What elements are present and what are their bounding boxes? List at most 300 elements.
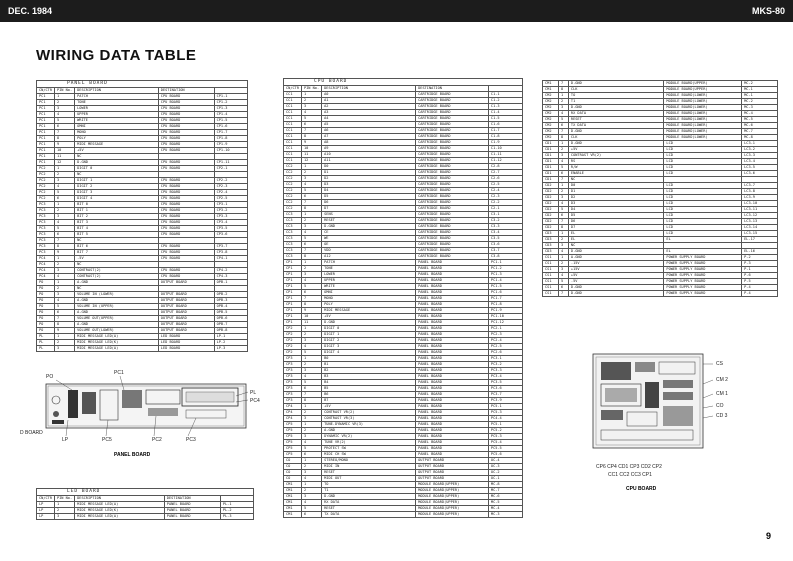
table-cell: CLK xyxy=(568,135,663,141)
table-cell: C1-1 xyxy=(488,92,522,98)
table-cell: LP xyxy=(37,508,55,514)
table-cell: 3 xyxy=(54,106,74,112)
table-cell: PC3-2 xyxy=(488,362,522,368)
table-cell: MODULE BOARD(LOWER) xyxy=(664,99,742,105)
table-cell: MODULE BOARD(LOWER) xyxy=(664,117,742,123)
table-cell: POWER SUPPLY BOARD xyxy=(664,273,742,279)
table-cell: 2 xyxy=(54,286,74,292)
table-cell: 5 xyxy=(54,118,74,124)
table-cell: ENABLE xyxy=(568,171,663,177)
table-cell: A.GND xyxy=(75,298,159,304)
table-cell: D.GND xyxy=(568,249,663,255)
table-cell: LP-2 xyxy=(214,340,247,346)
table-cell: LC3-6 xyxy=(742,171,778,177)
table-cell: CP5 xyxy=(284,446,302,452)
table-cell: C3-3 xyxy=(488,224,522,230)
table-cell: SENS xyxy=(322,212,416,218)
table-cell: MC-6 xyxy=(742,123,778,129)
table-cell: CPU BOARD xyxy=(158,250,214,256)
table-cell: -5V xyxy=(568,279,663,285)
table-cell: PC1 xyxy=(37,112,55,118)
table-cell: CD2 xyxy=(543,201,559,207)
table-cell: CARTRIDGE BOARD xyxy=(416,164,489,170)
label-cm1: CM 1 xyxy=(716,391,728,397)
table-cell: CP4-2 xyxy=(214,268,247,274)
table-cell: -15V xyxy=(568,261,663,267)
table-cell: P-1 xyxy=(742,267,778,273)
table-cell: CM1 xyxy=(543,87,559,93)
table-cell: 9 xyxy=(54,328,74,334)
table-cell: CP2 xyxy=(284,326,302,332)
col-description: DESCRIPTION xyxy=(322,86,416,92)
table-cell: NC xyxy=(75,262,159,268)
table-cell: CONTRAST VR(2) xyxy=(568,153,663,159)
table-cell: PC2 xyxy=(37,178,55,184)
table-cell: CARTRIDGE BOARD xyxy=(416,134,489,140)
table-cell: 8 xyxy=(301,302,321,308)
table-cell: CP3 xyxy=(284,398,302,404)
table-cell: CP3 xyxy=(284,392,302,398)
table-cell: WE xyxy=(322,236,416,242)
table-cell: C1-7 xyxy=(488,128,522,134)
table-cell: PANEL BOARD xyxy=(416,266,489,272)
table-cell: D.GND xyxy=(568,285,663,291)
table-cell: PC4 xyxy=(37,262,55,268)
table-cell: OUTPUT BOARD xyxy=(158,316,214,322)
table-cell: CP3-4 xyxy=(214,220,247,226)
table-cell: PC3 xyxy=(37,202,55,208)
table-cell: OUTPUT BOARD xyxy=(158,280,214,286)
table-cell: PANEL BOARD xyxy=(416,410,489,416)
table-cell: CPU BOARD xyxy=(158,196,214,202)
table-cell: 6 xyxy=(301,194,321,200)
table-cell: +5V xyxy=(322,404,416,410)
table-cell: D4 xyxy=(568,207,663,213)
table-cell: PANEL BOARD xyxy=(416,380,489,386)
table-cell: LCD xyxy=(664,189,742,195)
table-cell: CC3 xyxy=(284,212,302,218)
table-cell: CP4 xyxy=(284,404,302,410)
table-cell: CPU BOARD xyxy=(158,94,214,100)
table-cell: MC-2 xyxy=(742,99,778,105)
table-cell: PC1-12 xyxy=(488,320,522,326)
table-cell: 6 xyxy=(301,452,321,458)
table-cell: LCD xyxy=(664,153,742,159)
table-cell: PC4-4 xyxy=(488,416,522,422)
table-cell: 2 xyxy=(301,410,321,416)
table-cell: LCD xyxy=(664,171,742,177)
table-cell: PC1-5 xyxy=(488,284,522,290)
table-cell: PANEL BOARD xyxy=(416,452,489,458)
table-cell: 4 xyxy=(301,476,321,482)
panel-board-caption: PANEL BOARD xyxy=(114,452,151,458)
table-cell: D.GND xyxy=(75,160,159,166)
table-cell: MC-2 xyxy=(742,81,778,87)
table-cell: PANEL BOARD xyxy=(416,398,489,404)
table-cell: PANEL BOARD xyxy=(416,356,489,362)
table-cell: OPB-6 xyxy=(214,316,247,322)
table-cell: PANEL BOARD xyxy=(416,338,489,344)
table-cell: 8 xyxy=(558,87,568,93)
table-cell: MC-5 xyxy=(488,500,522,506)
table-cell: 8 xyxy=(301,206,321,212)
table-cell: CD1 xyxy=(543,171,559,177)
table-cell: PC3-7 xyxy=(488,392,522,398)
table-cell: PC3 xyxy=(37,220,55,226)
table-cell: MODULE BOARD(UPPER) xyxy=(416,494,489,500)
table-cell: PC3 xyxy=(37,226,55,232)
table-cell: PC1 xyxy=(37,136,55,142)
table-cell: 7 xyxy=(558,291,568,297)
table-cell: PC1 xyxy=(37,160,55,166)
table-cell: CP1-5 xyxy=(214,118,247,124)
table-cell: PC3 xyxy=(37,208,55,214)
table-cell: PO xyxy=(37,316,55,322)
table-cell: 7 xyxy=(558,129,568,135)
table-cell: CC3 xyxy=(284,236,302,242)
table-cell: 1 xyxy=(301,422,321,428)
table-cell: LCD xyxy=(664,231,742,237)
table-cell: 1 xyxy=(301,404,321,410)
table-cell: MC-4 xyxy=(488,506,522,512)
table-cell: POLY xyxy=(75,136,159,142)
table-cell: CM2 xyxy=(543,117,559,123)
table-cell: 2 xyxy=(301,332,321,338)
table-cell: MIDI MESSAGE LED(A) xyxy=(75,346,159,352)
table-cell: RX DATA xyxy=(322,500,416,506)
table-cell: CARTRIDGE BOARD xyxy=(416,110,489,116)
table-cell: CC2 xyxy=(284,188,302,194)
table-cell: CARTRIDGE BOARD xyxy=(416,218,489,224)
table-cell: CP3 xyxy=(284,362,302,368)
table-cell: MIDI MESSAGE LED(A) xyxy=(75,514,165,520)
table-cell: MODULE BOARD(UPPER) xyxy=(416,506,489,512)
cpu-connector-labels-row2: CC1 CC2 CC3 CP1 xyxy=(608,472,652,478)
label-d-board: D BOARD xyxy=(20,430,43,436)
table-cell: T1 xyxy=(322,488,416,494)
table-cell: CP5 xyxy=(284,452,302,458)
table-cell: +5V xyxy=(75,148,159,154)
table-cell: 6 xyxy=(54,232,74,238)
table-cell: 5 xyxy=(558,165,568,171)
table-cell: TONE xyxy=(322,266,416,272)
table-cell: CPU BOARD xyxy=(158,190,214,196)
table-cell: CM2 xyxy=(543,105,559,111)
table-cell: 2 xyxy=(301,464,321,470)
table-cell: CP3-8 xyxy=(214,250,247,256)
table-cell: CARTRIDGE BOARD xyxy=(416,98,489,104)
table-cell: 5 xyxy=(301,236,321,242)
table-cell: B6 xyxy=(322,392,416,398)
table-cell: DIGIT 3 xyxy=(75,190,159,196)
table-cell: 1 xyxy=(54,94,74,100)
table-cell: 5 xyxy=(301,350,321,356)
table-cell: 8 xyxy=(54,322,74,328)
table-cell: 5 xyxy=(54,226,74,232)
table-cell: CC1 xyxy=(284,98,302,104)
table-cell: MC-6 xyxy=(488,494,522,500)
table-cell: OUTPUT BOARD xyxy=(416,458,489,464)
table-cell: 4 xyxy=(558,111,568,117)
table-cell: A12 xyxy=(322,254,416,260)
table-cell: CC2 xyxy=(284,164,302,170)
table-cell: CPU BOARD xyxy=(158,184,214,190)
table-cell: CP3-1 xyxy=(214,202,247,208)
table-cell: D5 xyxy=(322,194,416,200)
table-cell: CM2 xyxy=(543,129,559,135)
table-cell: UPPER xyxy=(322,278,416,284)
table-cell: 4 xyxy=(558,273,568,279)
table-cell: CC1 xyxy=(284,104,302,110)
table-cell: MC-1 xyxy=(742,87,778,93)
table-cell: 3 xyxy=(301,338,321,344)
table-cell: CP1-1 xyxy=(214,94,247,100)
table-cell: CONTRAST VR(2) xyxy=(322,410,416,416)
table-cell: PO xyxy=(37,298,55,304)
table-cell: CM1 xyxy=(284,500,302,506)
table-cell: CP2-5 xyxy=(214,196,247,202)
table-cell: PC1 xyxy=(37,118,55,124)
table-cell: CP3 xyxy=(284,380,302,386)
table-cell: CD1 xyxy=(543,165,559,171)
table-cell: CC1 xyxy=(284,146,302,152)
table-cell: PC4 xyxy=(37,268,55,274)
table-cell: 3 xyxy=(301,176,321,182)
table-cell: B2 xyxy=(322,368,416,374)
table-cell: LED BOARD xyxy=(158,340,214,346)
table-cell: CARTRIDGE BOARD xyxy=(416,146,489,152)
table-cell: BIT 6 xyxy=(75,244,159,250)
table-cell: LC3-7 xyxy=(742,183,778,189)
table-cell: CP1 xyxy=(284,266,302,272)
table-cell: OUTPUT BOARD xyxy=(158,328,214,334)
table-cell: PC4 xyxy=(37,274,55,280)
table-cell: CC2 xyxy=(284,170,302,176)
table-cell: 10 xyxy=(301,146,321,152)
table-cell: EL xyxy=(568,231,663,237)
table-cell: PC5-3 xyxy=(488,410,522,416)
table-cell: PL-1 xyxy=(220,502,253,508)
col-cnctr: CN/CTR xyxy=(284,86,302,92)
table-cell: CPU BOARD xyxy=(158,130,214,136)
table-cell: C3-1 xyxy=(488,212,522,218)
table-cell: PO xyxy=(37,280,55,286)
table-cell: OUTPUT BOARD xyxy=(158,298,214,304)
table-cell: CP3 xyxy=(284,374,302,380)
table-cell: RESET xyxy=(568,117,663,123)
table-cell: CC1 xyxy=(284,92,302,98)
table-cell: CS1 xyxy=(543,261,559,267)
table-cell: CD2 xyxy=(543,219,559,225)
table-cell: 4 xyxy=(301,440,321,446)
table-cell: CM1 xyxy=(284,506,302,512)
table-cell: C1-12 xyxy=(488,158,522,164)
table-cell: CP2 xyxy=(284,338,302,344)
table-cell: 2 xyxy=(558,99,568,105)
table-cell: PANEL BOARD xyxy=(416,440,489,446)
table-cell: CARTRIDGE BOARD xyxy=(416,242,489,248)
table-cell: CC3 xyxy=(284,230,302,236)
table-cell: 10 xyxy=(301,314,321,320)
table-cell: MC-3 xyxy=(488,512,522,518)
table-cell: CP4 xyxy=(284,416,302,422)
table-cell: 3 xyxy=(301,470,321,476)
table-cell: CPU BOARD xyxy=(158,166,214,172)
table-cell: CP4-3 xyxy=(214,274,247,280)
table-cell: 8 xyxy=(54,244,74,250)
table-cell: PO xyxy=(37,310,55,316)
table-cell: 8 xyxy=(54,136,74,142)
table-cell: D7 xyxy=(568,225,663,231)
table-cell: C1-3 xyxy=(488,104,522,110)
table-cell: VOLUME OUT(LOWER) xyxy=(75,328,159,334)
table-cell: +5V xyxy=(322,314,416,320)
table-cell: LCD xyxy=(664,165,742,171)
table-cell: MIDI MESSAGE xyxy=(322,308,416,314)
table-cell: -5V xyxy=(75,256,159,262)
table-cell: PC2-1 xyxy=(488,326,522,332)
table-cell: OPB-1 xyxy=(214,280,247,286)
table-cell: MONO xyxy=(75,130,159,136)
table-cell: CPU BOARD xyxy=(158,226,214,232)
table-cell: C3-4 xyxy=(488,230,522,236)
table-cell: VOLUME IN (LOWER) xyxy=(75,292,159,298)
table-cell: PC1 xyxy=(37,142,55,148)
table-cell: CP1 xyxy=(284,296,302,302)
table-cell: PATCH xyxy=(75,94,159,100)
table-cell: CP5 xyxy=(284,422,302,428)
table-cell: 4 xyxy=(301,230,321,236)
table-cell: CP1 xyxy=(284,302,302,308)
cpu-connector-labels-row1: CP6 CP4 CD1 CP3 CD2 CP2 xyxy=(596,464,662,470)
table-cell: C3-6 xyxy=(488,242,522,248)
table-cell: CP1 xyxy=(284,320,302,326)
table-cell: CP1 xyxy=(284,272,302,278)
table-cell: 1 xyxy=(558,231,568,237)
table-cell: PC3-3 xyxy=(488,368,522,374)
table-cell: LC3-9 xyxy=(742,195,778,201)
table-cell: CPU BOARD xyxy=(158,274,214,280)
table-cell: CP1-6 xyxy=(214,124,247,130)
table-cell: LCD xyxy=(664,141,742,147)
table-cell: MODULE BOARD(LOWER) xyxy=(664,105,742,111)
table-cell: 4 xyxy=(301,500,321,506)
table-cell: 5 xyxy=(301,380,321,386)
table-cell: EL-16 xyxy=(742,249,778,255)
table-cell: CC1 xyxy=(284,116,302,122)
col-pin: PIN No. xyxy=(54,88,74,94)
table-cell: MIDI MESSAGE LED(K) xyxy=(75,508,165,514)
table-cell: D7 xyxy=(322,206,416,212)
table-cell: PC2 xyxy=(37,196,55,202)
table-cell: LC3-12 xyxy=(742,213,778,219)
table-cell: MC-4 xyxy=(742,111,778,117)
table-cell: 4 xyxy=(301,344,321,350)
table-cell: CC2 xyxy=(284,200,302,206)
table-cell: A0 xyxy=(322,92,416,98)
table-cell: PANEL BOARD xyxy=(416,320,489,326)
table-cell: CP1 xyxy=(284,278,302,284)
col-destination: DESTINATION xyxy=(158,88,214,94)
table-cell: DIGIT 1 xyxy=(75,178,159,184)
table-cell: CARTRIDGE BOARD xyxy=(416,200,489,206)
table-cell: CO xyxy=(284,458,302,464)
table-cell: B3 xyxy=(322,374,416,380)
table-cell: CARTRIDGE BOARD xyxy=(416,194,489,200)
page-number: 9 xyxy=(765,531,771,541)
table-cell: 6 xyxy=(558,123,568,129)
table-cell: C1-2 xyxy=(488,98,522,104)
table-cell: OPB-5 xyxy=(214,310,247,316)
table-cell: MIDI MESSAGE LED(K) xyxy=(75,340,159,346)
table-cell: 6 xyxy=(301,290,321,296)
table-cell: CM2 xyxy=(543,99,559,105)
table-cell: EL xyxy=(568,237,663,243)
table-cell: CPU BOARD xyxy=(158,214,214,220)
table-cell: 2 xyxy=(54,172,74,178)
table-cell: LOWER xyxy=(75,106,159,112)
table-cell: RESET xyxy=(322,218,416,224)
table-cell: CPU BOARD xyxy=(158,160,214,166)
table-cell: CP2 xyxy=(284,332,302,338)
table-cell: CD2 xyxy=(543,183,559,189)
table-cell: D3 xyxy=(322,182,416,188)
table-cell: PC2 xyxy=(37,166,55,172)
table-cell: PC3 xyxy=(37,244,55,250)
table-cell: 2 xyxy=(558,147,568,153)
table-cell: PC1 xyxy=(37,94,55,100)
table-cell: 5 xyxy=(301,116,321,122)
table-cell: WRITE xyxy=(75,118,159,124)
table-cell: A.GND xyxy=(75,322,159,328)
table-cell: STEREO/MONO xyxy=(322,458,416,464)
table-cell: CP3-2 xyxy=(214,208,247,214)
table-cell: 4 xyxy=(301,374,321,380)
table-cell: D2 xyxy=(322,176,416,182)
table-cell: 12 xyxy=(301,158,321,164)
table-cell: CD3 xyxy=(543,249,559,255)
table-cell: C1-9 xyxy=(488,140,522,146)
table-cell: A6 xyxy=(322,128,416,134)
table-cell: MODULE BOARD(LOWER) xyxy=(664,129,742,135)
table-cell: LCD xyxy=(664,147,742,153)
table-cell: RS xyxy=(568,159,663,165)
table-cell: PANEL BOARD xyxy=(416,404,489,410)
table-cell: OMNI xyxy=(322,290,416,296)
table-cell: C1-4 xyxy=(488,110,522,116)
table-cell: POLY xyxy=(322,302,416,308)
table-cell: D.GND xyxy=(322,224,416,230)
table-cell: TO xyxy=(568,93,663,99)
table-cell: MODULE BOARD(UPPER) xyxy=(664,87,742,93)
table-cell: POWER SUPPLY BOARD xyxy=(664,279,742,285)
table-cell: CC1 xyxy=(284,128,302,134)
table-cell: 10 xyxy=(54,148,74,154)
table-cell: 4 xyxy=(54,184,74,190)
table-cell: A.GND xyxy=(75,280,159,286)
table-cell: 2 xyxy=(558,261,568,267)
table-cell: OUTPUT BOARD xyxy=(158,304,214,310)
table-cell: 6 xyxy=(301,122,321,128)
table-cell: 3 xyxy=(54,514,74,520)
table-cell: LCD xyxy=(664,195,742,201)
table-cell: MODULE BOARD(UPPER) xyxy=(416,512,489,518)
table-cell: WRITE xyxy=(322,284,416,290)
table-cell: RESET xyxy=(322,470,416,476)
table-cell: 3 xyxy=(54,346,74,352)
table-cell: A11 xyxy=(322,158,416,164)
table-cell: CARTRIDGE BOARD xyxy=(416,212,489,218)
